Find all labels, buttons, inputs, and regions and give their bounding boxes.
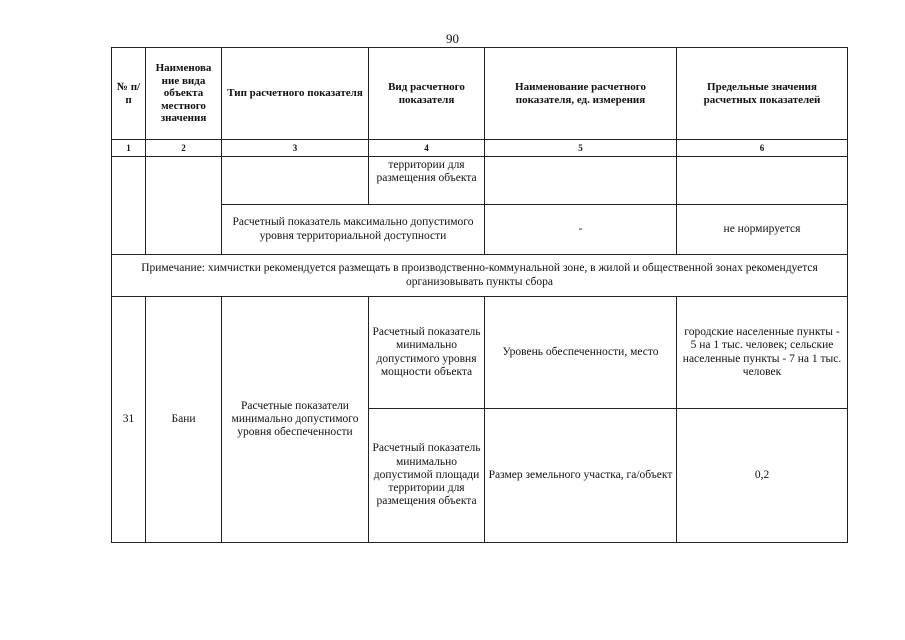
row-31-capacity-name: Уровень обеспеченности, место xyxy=(485,297,677,409)
column-number-row xyxy=(112,140,848,157)
header-row xyxy=(112,48,848,140)
row-31-capacity-kind: Расчетный показатель минимально допустимого уровня мощности объекта xyxy=(369,297,485,409)
continuation-type-cell xyxy=(222,157,369,205)
note-cell: Примечание: химчистки рекомендуется размещать в производственно-коммунальной зоне, в жилой и общественной зонах рекомендуется организовывать пункты сбора xyxy=(112,255,848,297)
row-31-area-limit: 0,2 xyxy=(677,409,848,543)
row-31-capacity-limit: городские населенные пункты - 5 на 1 тыс. человек; сельские населенные пункты - 7 на 1 тыс. человек xyxy=(677,297,848,409)
continuation-object-cell xyxy=(146,157,222,255)
column-number: 5 xyxy=(485,140,677,157)
row-31-area-kind: Расчетный показатель минимально допустимой площади территории для размещения объекта xyxy=(369,409,485,543)
row-31-capacity xyxy=(112,297,848,409)
column-number: 6 xyxy=(677,140,848,157)
accessibility-type-cell: Расчетный показатель максимально допустимого уровня территориальной доступности xyxy=(222,205,485,255)
header-limit-values: Предельные значения расчетных показателей xyxy=(677,48,848,140)
header-number: № п/п xyxy=(112,48,146,140)
page-number: 90 xyxy=(446,31,459,46)
column-number: 3 xyxy=(222,140,369,157)
row-31-area-name: Размер земельного участка, га/объект xyxy=(485,409,677,543)
continuation-name-cell xyxy=(485,157,677,205)
column-number: 2 xyxy=(146,140,222,157)
header-indicator-name: Наименование расчетного показателя, ед. измерения xyxy=(485,48,677,140)
continuation-row xyxy=(112,157,848,205)
continuation-kind-cell: территории для размещения объекта xyxy=(369,157,485,205)
column-number: 1 xyxy=(112,140,146,157)
note-row xyxy=(112,255,848,297)
continuation-number-cell xyxy=(112,157,146,255)
row-31-object: Бани xyxy=(146,297,222,543)
continuation-limit-cell xyxy=(677,157,848,205)
header-indicator-type: Тип расчетного показателя xyxy=(222,48,369,140)
header-indicator-kind: Вид расчетного показателя xyxy=(369,48,485,140)
row-31-type: Расчетные показатели минимально допустимого уровня обеспеченности xyxy=(222,297,369,543)
accessibility-limit-cell: не нормируется xyxy=(677,205,848,255)
header-object-type: Наименова ние вида объекта местного значения xyxy=(146,48,222,140)
accessibility-row xyxy=(112,205,848,255)
column-number: 4 xyxy=(369,140,485,157)
indicators-table xyxy=(111,47,848,543)
accessibility-name-cell: - xyxy=(485,205,677,255)
row-31-number: 31 xyxy=(112,297,146,543)
